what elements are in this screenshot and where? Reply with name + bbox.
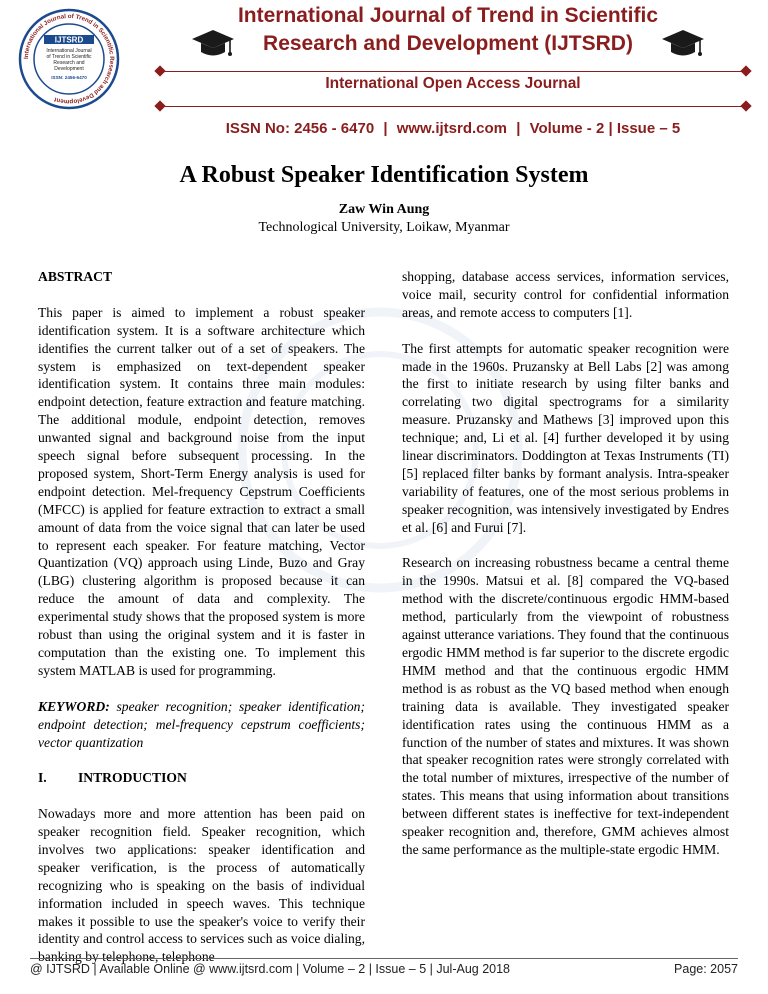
graduation-cap-icon xyxy=(660,26,706,62)
svg-text:International Journal of Trend: International Journal of Trend in Scientific Research and Development xyxy=(22,12,116,106)
svg-text:of Trend in Scientific: of Trend in Scientific xyxy=(46,54,92,60)
journal-logo xyxy=(18,8,120,110)
svg-text:Research and: Research and xyxy=(53,60,85,66)
svg-text:ISSN: 2456-6470: ISSN: 2456-6470 xyxy=(51,75,87,80)
journal-title-line2: Research and Development (IJTSRD) xyxy=(263,32,633,55)
abstract-heading: ABSTRACT xyxy=(38,269,113,284)
svg-text:International Journal: International Journal xyxy=(46,48,92,54)
keyword-label: KEYWORD: xyxy=(38,698,110,714)
page-footer xyxy=(30,962,738,976)
keywords xyxy=(38,698,365,752)
svg-text:IJTSRD: IJTSRD xyxy=(54,35,84,45)
volume-issue: Volume - 2 | Issue – 5 xyxy=(529,120,681,137)
graduation-cap-icon xyxy=(190,26,236,62)
separator: | xyxy=(383,120,388,137)
journal-title xyxy=(236,2,660,58)
open-access-label: International Open Access Journal xyxy=(325,75,581,92)
left-column xyxy=(38,268,365,966)
author-affiliation: Technological University, Loikaw, Myanmar xyxy=(258,220,510,235)
header-divider xyxy=(160,106,746,107)
paragraph: shopping, database access services, information services, voice mail, security control for confidential information areas, and remote access to computers [1]. xyxy=(402,269,729,320)
author-name: Zaw Win Aung xyxy=(338,202,430,217)
paragraph: The first attempts for automatic speaker recognition were made in the 1960s. Pruzansky at Bell Labs [2] was among the first to initiate research by using filter banks and correlating two digital spectrograms for a similarity measure. Pruzansky and Mathews [3] improved upon this technique; and, Li et al. [4] further developed it by using linear discriminators. Doddington at Texas Instruments (TI) [5] replaced filter banks by formant analysis. Intra-speaker variability of features, one of the most serious problems in speaker recognition, was intensively investigated by Endres et al. [6] and Furui [7]. xyxy=(402,340,729,535)
section-heading-introduction xyxy=(38,769,365,787)
section-number: I. xyxy=(38,770,47,786)
right-column xyxy=(402,268,729,859)
paragraph: Research on increasing robustness became a central theme in the 1990s. Matsui et al. [8] compared the VQ-based method with the discrete/continuous ergodic HMM-based method, particularly from the viewpoint of robustness against utterance variations. They found that the continuous ergodic HMM method is far superior to the discrete ergodic HMM method and that the continuous ergodic HMM method is as robust as the VQ based method when enough training data is available. They investigated speaker identification rates using the continuous HMM as a function of the number of states and mixtures. It was shown that speaker recognition rates were strongly correlated with the total number of mixtures, irrespective of the number of states. This means that using information about transitions between different states is ineffective for text-independent speaker recognition and, therefore, GMM achieves almost the same performance as the multiple-state ergodic HMM. xyxy=(402,555,729,857)
footer-citation: @ IJTSRD | Available Online @ www.ijtsrd.com | Volume – 2 | Issue – 5 | Jul-Aug 2018 xyxy=(30,962,511,976)
abstract-text: This paper is aimed to implement a robust speaker identification system. It is a software architecture which identifies the current talker out of a set of speakers. The system is emphasized on text-dependent speaker identification system. It contains three main modules: endpoint detection, feature extraction and feature matching. The additional module, endpoint detection, removes unwanted signal and background noise from the input speech signal before subsequent processing. In the proposed system, Short-Term Energy analysis is used for endpoint detection. Mel-frequency Cepstrum Coefficients (MFCC) is applied for feature extraction to extract a small amount of data from the voice signal that can later be used to represent each speaker. For feature matching, Vector Quantization (VQ) approach using Linde, Buzo and Gray (LBG) clustering algorithm is proposed because it can reduce the amount of data and complexity. The experimental study shows that the proposed system is more robust than using the original system and it is faster in computation than the existing one. To implement this system MATLAB is used for programming. xyxy=(38,304,365,678)
svg-text:Development: Development xyxy=(54,66,84,72)
separator: | xyxy=(516,120,521,137)
page-number: Page: 2057 xyxy=(674,962,738,976)
keyword-list: speaker recognition; speaker identification; endpoint detection; mel-frequency cepstrum coefficients; vector quantization xyxy=(38,698,365,750)
website-link[interactable]: www.ijtsrd.com xyxy=(396,120,508,137)
issn-line xyxy=(160,120,746,137)
section-title: INTRODUCTION xyxy=(78,770,187,786)
footer-divider xyxy=(30,958,738,959)
issn-number: ISSN No: 2456 - 6470 xyxy=(225,120,375,137)
header-divider xyxy=(160,71,746,72)
introduction-text: Nowadays more and more attention has been paid on speaker recognition field. Speaker recognition, which involves two applications: speaker identification and speaker verification, is the process of automatically recognizing who is speaking on the basis of individual information included in speech waves. This technique makes it possible to use the speaker's voice to verify their identity and control access to services such as voice dialing, banking by telephone, telephone xyxy=(38,806,365,965)
paper-title: A Robust Speaker Identification System xyxy=(179,162,589,188)
journal-title-line1: International Journal of Trend in Scientific xyxy=(237,4,659,27)
